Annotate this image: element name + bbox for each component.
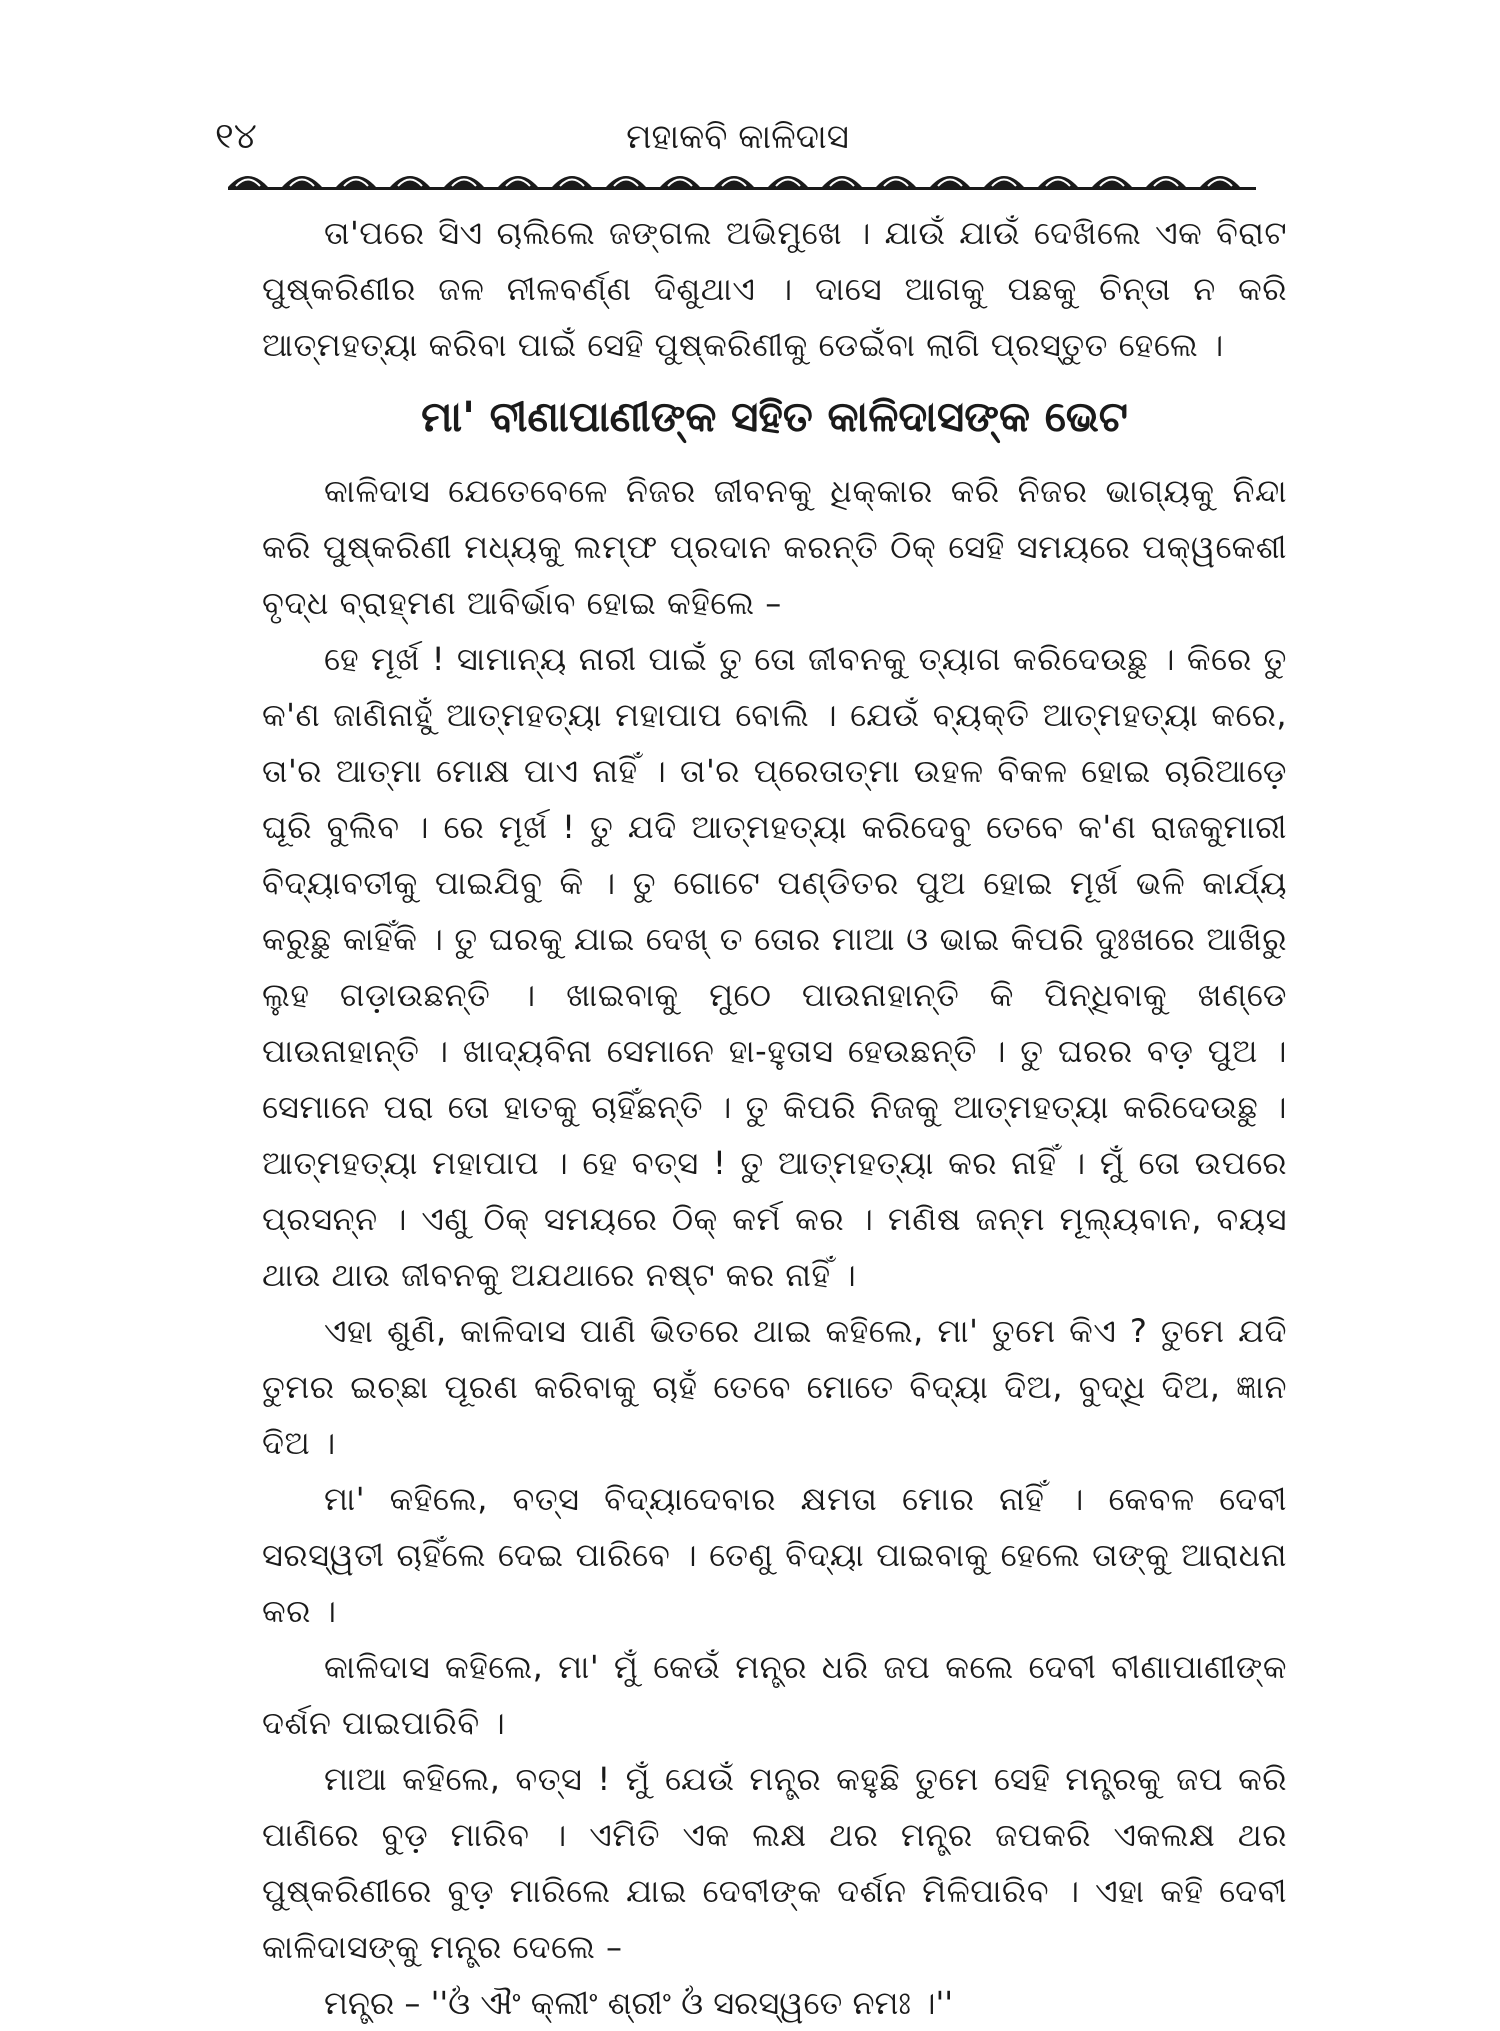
ornament-motif (1200, 176, 1240, 187)
ornament-motif (876, 176, 916, 187)
ornament-motif (552, 176, 592, 187)
ornament-motif (228, 176, 268, 187)
decorative-border-ornament (228, 165, 1256, 191)
ornament-motif (606, 176, 646, 187)
ornament-baseline (228, 187, 1256, 190)
paragraph-mother-gives-mantra: ମାଆ କହିଲେ, ବତ୍ସ ! ମୁଁ ଯେଉଁ ମନ୍ତ୍ର କହୁଛି ତୁମେ ସେହି ମନ୍ତ୍ରକୁ ଜପ କରି ପାଣିରେ ବୁଡ଼ ମାରିବ । ଏମିତି ଏକ ଲକ୍ଷ ଥର ମନ୍ତ୍ର ଜପକରି ଏକଲକ୍ଷ ଥର ପୁଷ୍କରିଣୀରେ ବୁଡ଼ ମାରିଲେ ଯାଇ ଦେବୀଙ୍କ ଦର୍ଶନ ମିଳିପାରିବ । ଏହା କହି ଦେବୀ କାଳିଦାସଙ୍କୁ ମନ୍ତ୍ର ଦେଲେ – (262, 1760, 1287, 1966)
ornament-motif (1038, 176, 1078, 187)
ornament-motif (930, 176, 970, 187)
running-header (215, 112, 1260, 162)
section-heading: ମା' ବୀଣାପାଣୀଙ୍କ ସହିତ କାଳିଦାସଙ୍କ ଭେଟ (421, 392, 1128, 441)
ornament-motif (390, 176, 430, 187)
ornament-motif (336, 176, 376, 187)
page-number: ୧୪ (215, 116, 257, 157)
paragraph-brahmin-speech: ହେ ମୂର୍ଖ ! ସାମାନ୍ୟ ନାରୀ ପାଇଁ ତୁ ତୋ ଜୀବନକୁ ତ୍ୟାଗ କରିଦେଉଛୁ । କିରେ ତୁ କ'ଣ ଜାଣିନାହୁଁ ଆତ୍ମହତ୍ୟା ମହାପାପ ବୋଲି । ଯେଉଁ ବ୍ୟକ୍ତି ଆତ୍ମହତ୍ୟା କରେ, ତା'ର ଆତ୍ମା ମୋକ୍ଷ ପାଏ ନାହିଁ । ତା'ର ପ୍ରେତାତ୍ମା ଉହଳ ବିକଳ ହୋଇ ଚାରିଆଡ଼େ ଘୂରି ବୁଲିବ । ରେ ମୂର୍ଖ ! ତୁ ଯଦି ଆତ୍ମହତ୍ୟା କରିଦେବୁ ତେବେ କ'ଣ ରାଜକୁମାରୀ ବିଦ୍ୟାବତୀକୁ ପାଇଯିବୁ କି । ତୁ ଗୋଟେ ପଣ୍ଡିତର ପୁଅ ହୋଇ ମୂର୍ଖ ଭଳି କାର୍ଯ୍ୟ କରୁଛୁ କାହିଁକି । ତୁ ଘରକୁ ଯାଇ ଦେଖ୍ ତ ତୋର ମାଆ ଓ ଭାଇ କିପରି ଦୁଃଖରେ ଆଖିରୁ ଲୁହ ଗଡ଼ାଉଛନ୍ତି । ଖାଇବାକୁ ମୁଠେ ପାଉନାହାନ୍ତି କି ପିନ୍ଧିବାକୁ ଖଣ୍ଡେ ପାଉନାହାନ୍ତି । ଖାଦ୍ୟବିନା ସେମାନେ ହା-ହୁତାସ ହେଉଛନ୍ତି । ତୁ ଘରର ବଡ଼ ପୁଅ । ସେମାନେ ପରା ତୋ ହାତକୁ ଚାହିଁଛନ୍ତି । ତୁ କିପରି ନିଜକୁ ଆତ୍ମହତ୍ୟା କରିଦେଉଛୁ । ଆତ୍ମହତ୍ୟା ମହାପାପ । ହେ ବତ୍ସ ! ତୁ ଆତ୍ମହତ୍ୟା କର ନାହିଁ । ମୁଁ ତୋ ଉପରେ ପ୍ରସନ୍ନ । ଏଣୁ ଠିକ୍ ସମୟରେ ଠିକ୍ କର୍ମ କର । ମଣିଷ ଜନ୍ମ ମୂଲ୍ୟବାନ, ବୟସ ଥାଉ ଥାଉ ଜୀବନକୁ ଅଯଥାରେ ନଷ୍ଟ କର ନାହିଁ । (262, 640, 1287, 1294)
ornament-motif (282, 176, 322, 187)
ornament-motif (714, 176, 754, 187)
ornament-motif (444, 176, 484, 187)
intro-paragraph: ତା'ପରେ ସିଏ ଚାଲିଲେ ଜଙ୍ଗଲ ଅଭିମୁଖେ । ଯାଉଁ ଯାଉଁ ଦେଖିଲେ ଏକ ବିରାଟ ପୁଷ୍କରିଣୀର ଜଳ ନୀଳବର୍ଣ୍ଣ ଦିଶୁଥାଏ । ଦାସେ ଆଗକୁ ପଛକୁ ଚିନ୍ତା ନ କରି ଆତ୍ମହତ୍ୟା କରିବା ପାଇଁ ସେହି ପୁଷ୍କରିଣୀକୁ ଡେଇଁବା ଲାଗି ପ୍ରସ୍ତୁତ ହେଲେ । (262, 214, 1287, 364)
paragraph-kalidas-mantra-question: କାଳିଦାସ କହିଲେ, ମା' ମୁଁ କେଉଁ ମନ୍ତ୍ର ଧରି ଜପ କଲେ ଦେବୀ ବୀଣାପାଣୀଙ୍କ ଦର୍ଶନ ପାଇପାରିବି । (262, 1648, 1287, 1742)
ornament-motif (822, 176, 862, 187)
paragraph-brahmin-appears: କାଳିଦାସ ଯେତେବେଳେ ନିଜର ଜୀବନକୁ ଧିକ୍କାର କରି ନିଜର ଭାଗ୍ୟକୁ ନିନ୍ଦା କରି ପୁଷ୍କରିଣୀ ମଧ୍ୟକୁ ଲମ୍ଫ ପ୍ରଦାନ କରନ୍ତି ଠିକ୍ ସେହି ସମୟରେ ପକ୍ୱକେଶୀ ବୃଦ୍ଧ ବ୍ରାହ୍ମଣ ଆବିର୍ଭାବ ହୋଇ କହିଲେ – (262, 472, 1287, 622)
ornament-motif (498, 176, 538, 187)
page-body (262, 205, 1287, 2031)
ornament-motif (1092, 176, 1132, 187)
ornament-motif (768, 176, 808, 187)
paragraph-mother-replies: ମା' କହିଲେ, ବତ୍ସ ବିଦ୍ୟାଦେବାର କ୍ଷମତା ମୋର ନାହିଁ । କେବଳ ଦେବୀ ସରସ୍ୱତୀ ଚାହିଁଲେ ଦେଇ ପାରିବେ । ତେଣୁ ବିଦ୍ୟା ପାଇବାକୁ ହେଲେ ତାଙ୍କୁ ଆରାଧନା କର । (262, 1480, 1287, 1630)
paragraph-kalidas-asks: ଏହା ଶୁଣି, କାଳିଦାସ ପାଣି ଭିତରେ ଥାଇ କହିଲେ, ମା' ତୁମେ କିଏ ? ତୁମେ ଯଦି ତୁମର ଇଚ୍ଛା ପୂରଣ କରିବାକୁ ଚାହଁ ତେବେ ମୋତେ ବିଦ୍ୟା ଦିଅ, ବୁଦ୍ଧି ଦିଅ, ଜ୍ଞାନ ଦିଅ । (262, 1312, 1287, 1462)
running-title: ମହାକବି କାଳିଦାସ (626, 117, 849, 157)
mantra-line: ମନ୍ତ୍ର – ''ଓଁ ଐଂ କ୍ଲୀଂ ଶ୍ରୀଂ ଓଁ ସରସ୍ୱତେ ନମଃ ।'' (324, 1984, 954, 2022)
ornament-motif (660, 176, 700, 187)
ornament-motif (984, 176, 1024, 187)
ornament-motif (1146, 176, 1186, 187)
